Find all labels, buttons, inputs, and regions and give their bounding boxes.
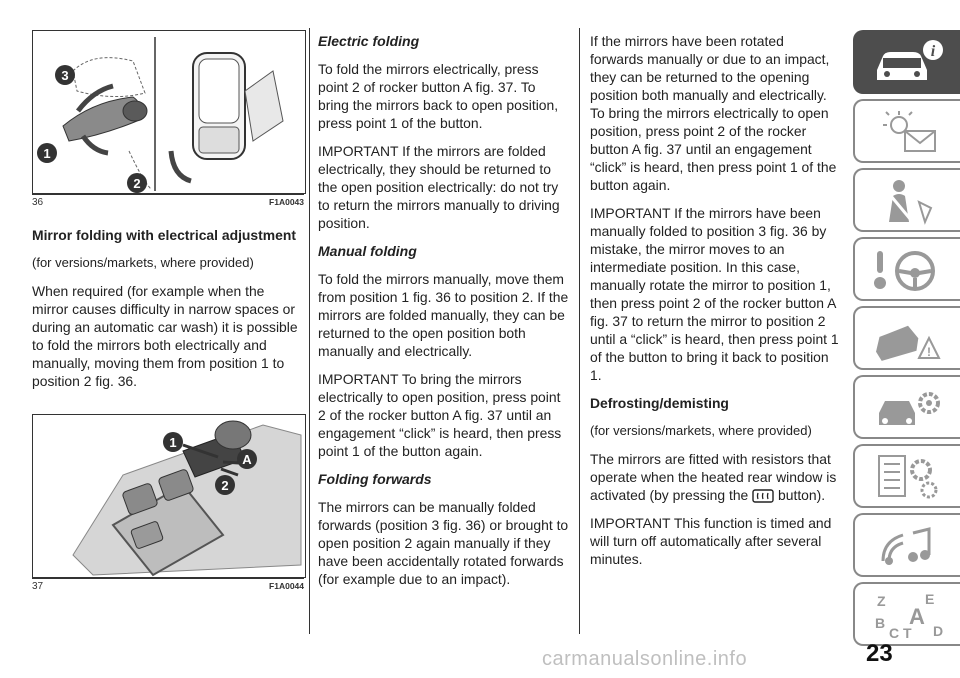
- right-paragraph-2: IMPORTANT If the mirrors have been manually folded to position 3 fig. 36 by mistake, the mirror moves to an intermediate position. In this case, manually rotate the mirror to position 1, then press point 2 of the rocker button A fig. 37 to return the mirror to position 2 until a “click” is heard, then press point 1 of the button to bring it back to position 1.: [590, 205, 839, 383]
- forward-paragraph-1: The mirrors can be manually folded forwards (position 3 fig. 36) or brought to open position 2 again manually if they have been accidentally rotated forwards (for example due to an impact).: [318, 499, 569, 587]
- svg-text:2: 2: [221, 478, 229, 493]
- figure-36-caption: [32, 194, 304, 209]
- tab-safety[interactable]: [853, 168, 960, 232]
- svg-text:E: E: [925, 591, 935, 607]
- tab-car-info[interactable]: [853, 30, 960, 94]
- maintenance-icon: [869, 383, 949, 433]
- intro-paragraph: When required (for example when the mirror causes difficulty in narrow spaces or during an automatic car wash) it is possible to fold the mirrors both electrically and manually, moving them from position 1 to position 2 fig. 36.: [32, 283, 298, 389]
- manual-paragraph-2: IMPORTANT To bring the mirrors electrically to open position, press point 2 of the rocker button A fig. 37 until an engagement “click” is heard, then press point 1 of the button again.: [318, 371, 562, 459]
- defrosting-subheading: (for versions/markets, where provided): [590, 423, 812, 438]
- tab-index[interactable]: [853, 582, 960, 646]
- column-divider: [309, 28, 310, 634]
- emergency-icon: [869, 314, 949, 364]
- svg-text:!: !: [927, 345, 931, 359]
- watermark: carmanualsonline.info: [542, 648, 748, 670]
- driving-icon: [869, 245, 949, 295]
- manual-folding-heading: Manual folding: [318, 243, 417, 259]
- svg-text:1: 1: [43, 146, 51, 161]
- right-paragraph-1: If the mirrors have been rotated forwards manually or due to an impact, they can be returned to the opening position both manually and electrically. To bring the mirrors electrically to open position, press point 2 of the rocker button A fig. 37 until an engagement “click” is heard, then press point 1 of the button again.: [590, 33, 837, 193]
- tab-multimedia[interactable]: [853, 513, 960, 577]
- section-heading: Mirror folding with electrical adjustment: [32, 227, 296, 243]
- svg-text:2: 2: [133, 176, 141, 191]
- tab-driving[interactable]: [853, 237, 960, 301]
- tab-maintenance[interactable]: [853, 375, 960, 439]
- figure-code: F1A0044: [269, 581, 304, 591]
- svg-text:i: i: [930, 43, 936, 60]
- safety-icon: [869, 176, 949, 226]
- manual-paragraph-1: To fold the mirrors manually, move them from position 1 fig. 36 to position 2. If the mirrors are folded manually, they can be returned to the open position both manually and electrically.: [318, 271, 569, 359]
- svg-text:3: 3: [61, 68, 69, 83]
- figure-36-image: [32, 30, 306, 194]
- svg-text:1: 1: [169, 435, 177, 450]
- section-subheading: (for versions/markets, where provided): [32, 255, 254, 270]
- figure-code: F1A0043: [269, 197, 304, 207]
- svg-text:Z: Z: [877, 593, 886, 609]
- svg-text:A: A: [242, 452, 252, 467]
- middle-column: [318, 32, 570, 598]
- svg-text:A: A: [909, 604, 925, 629]
- defrost-paragraph-1: The mirrors are fitted with resistors that operate when the heated rear window is activated (by pressing the button).: [590, 451, 837, 503]
- car-info-icon: [869, 38, 949, 88]
- defrosting-heading: Defrosting/demisting: [590, 395, 729, 411]
- electric-paragraph-2: IMPORTANT If the mirrors are folded electrically, they should be returned to the open position electrically: do not try to return the mirrors manually to driving position.: [318, 143, 560, 231]
- svg-text:B: B: [875, 615, 886, 631]
- folding-forwards-heading: Folding forwards: [318, 471, 432, 487]
- svg-text:T: T: [903, 625, 912, 640]
- figure-number: 36: [32, 197, 44, 208]
- defrost-paragraph-2: IMPORTANT This function is timed and will turn off automatically after several minutes.: [590, 515, 832, 567]
- figure-37-image: [32, 414, 306, 578]
- page-number: 23: [866, 640, 893, 667]
- tab-warning-lights[interactable]: [853, 99, 960, 163]
- column-divider: [579, 28, 580, 634]
- left-column: [32, 226, 304, 400]
- multimedia-icon: [869, 521, 949, 571]
- index-icon: [869, 590, 949, 640]
- tab-emergency[interactable]: [853, 306, 960, 370]
- technical-data-icon: [869, 452, 949, 502]
- right-column: [590, 32, 840, 578]
- electric-folding-heading: Electric folding: [318, 33, 420, 49]
- svg-text:D: D: [933, 623, 944, 639]
- electric-paragraph-1: To fold the mirrors electrically, press point 2 of rocker button A fig. 37. To bring the mirrors back to open position, press point 1 of the button.: [318, 61, 559, 131]
- mirror-folding-illustration: [33, 31, 305, 193]
- warning-lights-icon: [869, 107, 949, 157]
- svg-text:C: C: [889, 625, 900, 640]
- heated-rear-window-icon: [752, 489, 774, 503]
- tab-technical-data[interactable]: [853, 444, 960, 508]
- figure-number: 37: [32, 581, 44, 592]
- figure-37-caption: [32, 578, 304, 593]
- rocker-button-illustration: [33, 415, 305, 577]
